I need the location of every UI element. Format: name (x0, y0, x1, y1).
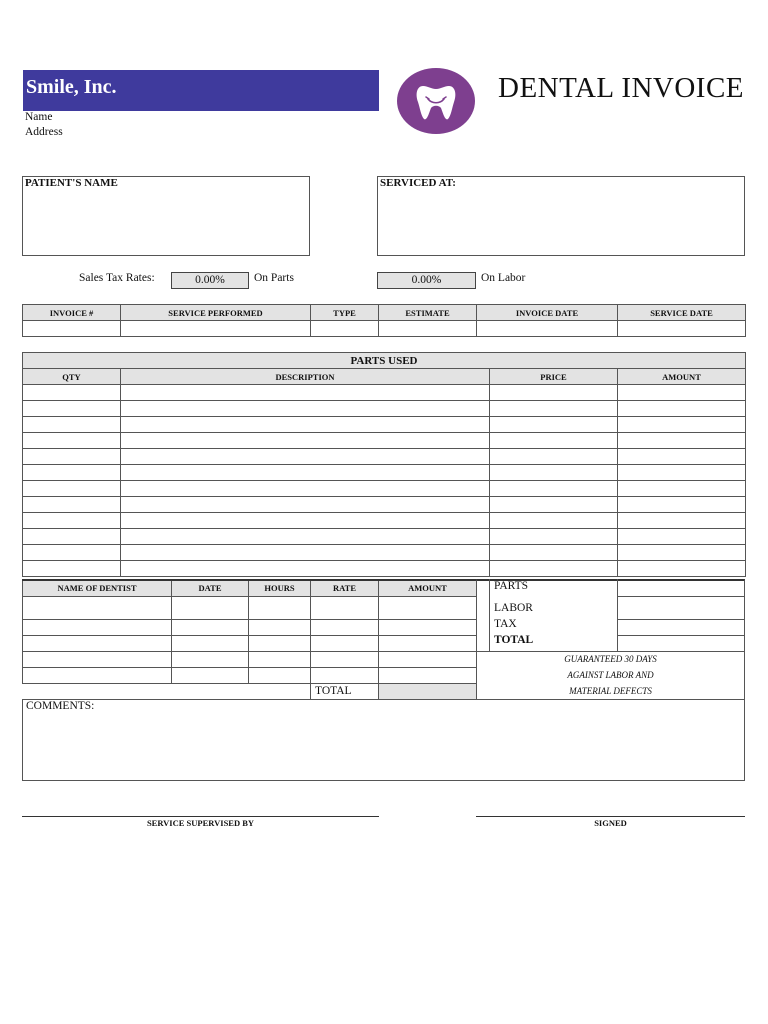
estimate-header: ESTIMATE (379, 305, 477, 321)
price-cell[interactable] (490, 465, 618, 481)
table-row (23, 545, 746, 561)
price-cell[interactable] (490, 385, 618, 401)
price-cell[interactable] (490, 449, 618, 465)
rate-header: RATE (311, 580, 379, 596)
dentist-total-label: TOTAL (311, 683, 379, 699)
price-cell[interactable] (490, 481, 618, 497)
company-address-line: Address (25, 126, 63, 138)
table-row (23, 417, 746, 433)
table-row (23, 561, 746, 577)
description-cell[interactable] (121, 465, 490, 481)
description-cell[interactable] (121, 529, 490, 545)
description-cell[interactable] (121, 417, 490, 433)
dentist-name-cell[interactable] (23, 596, 172, 619)
rate-cell[interactable] (311, 651, 379, 667)
price-cell[interactable] (490, 401, 618, 417)
labor-tax-rate-field[interactable]: 0.00% (377, 272, 476, 289)
service-date-header: SERVICE DATE (618, 305, 746, 321)
description-cell[interactable] (121, 497, 490, 513)
invoice-date-cell[interactable] (477, 321, 618, 337)
company-name-line: Name (25, 111, 53, 123)
table-row (23, 619, 477, 635)
price-cell[interactable] (490, 561, 618, 577)
date-cell[interactable] (172, 651, 249, 667)
qty-cell[interactable] (23, 433, 121, 449)
date-cell[interactable] (172, 596, 249, 619)
summary-divider-left (489, 579, 490, 652)
amount-cell[interactable] (618, 561, 746, 577)
signed-label: SIGNED (594, 818, 627, 828)
amount-cell[interactable] (618, 529, 746, 545)
serviced-at-box[interactable] (377, 176, 745, 256)
hours-cell[interactable] (249, 619, 311, 635)
qty-cell[interactable] (23, 561, 121, 577)
guarantee-line-2: AGAINST LABOR AND (567, 670, 654, 680)
invoice-info-table (22, 304, 746, 337)
table-row (23, 529, 746, 545)
dentist-name-header: NAME OF DENTIST (23, 580, 172, 596)
labor-amount-cell[interactable] (379, 635, 477, 651)
price-cell[interactable] (490, 529, 618, 545)
table-row (23, 465, 746, 481)
summary-labor-value[interactable] (618, 620, 744, 634)
description-cell[interactable] (121, 545, 490, 561)
price-cell[interactable] (490, 545, 618, 561)
date-cell[interactable] (172, 619, 249, 635)
comments-label: COMMENTS: (26, 700, 95, 712)
date-cell[interactable] (172, 667, 249, 683)
date-header: DATE (172, 580, 249, 596)
description-cell[interactable] (121, 561, 490, 577)
table-row (23, 385, 746, 401)
parts-used-table (22, 352, 746, 577)
type-header: TYPE (311, 305, 379, 321)
amount-header: AMOUNT (618, 369, 746, 385)
dentist-name-cell[interactable] (23, 635, 172, 651)
estimate-cell[interactable] (379, 321, 477, 337)
tooth-logo-icon (397, 68, 475, 134)
hours-cell[interactable] (249, 635, 311, 651)
labor-amount-cell[interactable] (379, 596, 477, 619)
rate-cell[interactable] (311, 596, 379, 619)
dentist-name-cell[interactable] (23, 619, 172, 635)
table-row (23, 651, 477, 667)
table-row (23, 667, 477, 683)
table-row (23, 635, 477, 651)
dentist-name-cell[interactable] (23, 667, 172, 683)
guarantee-line-1: GUARANTEED 30 DAYS (564, 654, 657, 664)
amount-cell[interactable] (618, 481, 746, 497)
hours-cell[interactable] (249, 667, 311, 683)
price-cell[interactable] (490, 497, 618, 513)
table-row (23, 497, 746, 513)
dentist-name-cell[interactable] (23, 651, 172, 667)
comments-box[interactable] (22, 699, 745, 781)
description-cell[interactable] (121, 449, 490, 465)
summary-total-value[interactable] (618, 636, 744, 650)
sales-tax-label: Sales Tax Rates: (79, 272, 155, 284)
amount-cell[interactable] (618, 385, 746, 401)
rate-cell[interactable] (311, 635, 379, 651)
table-row (23, 596, 477, 619)
qty-cell[interactable] (23, 449, 121, 465)
service-performed-header: SERVICE PERFORMED (121, 305, 311, 321)
dentist-total-amount[interactable] (379, 683, 477, 699)
amount-cell[interactable] (618, 497, 746, 513)
hours-header: HOURS (249, 580, 311, 596)
rate-cell[interactable] (311, 619, 379, 635)
on-parts-label: On Parts (254, 272, 294, 284)
description-cell[interactable] (121, 433, 490, 449)
amount-cell[interactable] (618, 545, 746, 561)
summary-parts-value[interactable] (618, 597, 744, 618)
labor-amount-cell[interactable] (379, 667, 477, 683)
price-cell[interactable] (490, 513, 618, 529)
amount-cell[interactable] (618, 513, 746, 529)
qty-cell[interactable] (23, 385, 121, 401)
summary-total-label: TOTAL (494, 634, 534, 646)
supervised-label: SERVICE SUPERVISED BY (146, 818, 255, 828)
company-name: Smile, Inc. (26, 76, 117, 98)
qty-cell[interactable] (23, 513, 121, 529)
amount-cell[interactable] (618, 401, 746, 417)
qty-cell[interactable] (23, 417, 121, 433)
qty-cell[interactable] (23, 401, 121, 417)
signed-signature-line[interactable] (476, 816, 745, 817)
qty-cell[interactable] (23, 481, 121, 497)
amount-cell[interactable] (618, 433, 746, 449)
labor-amount-header: AMOUNT (379, 580, 477, 596)
service-date-cell[interactable] (618, 321, 746, 337)
table-row (23, 449, 746, 465)
parts-tax-rate-field[interactable]: 0.00% (171, 272, 249, 289)
table-row (23, 513, 746, 529)
date-cell[interactable] (172, 635, 249, 651)
price-cell[interactable] (490, 417, 618, 433)
amount-cell[interactable] (618, 417, 746, 433)
price-header: PRICE (490, 369, 618, 385)
patient-name-label: PATIENT'S NAME (25, 177, 118, 189)
qty-cell[interactable] (23, 545, 121, 561)
on-labor-label: On Labor (481, 272, 526, 284)
service-performed-cell[interactable] (121, 321, 311, 337)
qty-cell[interactable] (23, 465, 121, 481)
qty-cell[interactable] (23, 497, 121, 513)
table-row (23, 481, 746, 497)
description-header: DESCRIPTION (121, 369, 490, 385)
patient-name-box[interactable] (22, 176, 310, 256)
type-cell[interactable] (311, 321, 379, 337)
description-cell[interactable] (121, 513, 490, 529)
supervised-signature-line[interactable] (22, 816, 379, 817)
rate-cell[interactable] (311, 667, 379, 683)
qty-header: QTY (23, 369, 121, 385)
labor-amount-cell[interactable] (379, 619, 477, 635)
description-cell[interactable] (121, 481, 490, 497)
amount-cell[interactable] (618, 449, 746, 465)
table-row (23, 401, 746, 417)
invoice-number-header: INVOICE # (23, 305, 121, 321)
guarantee-line-3: MATERIAL DEFECTS (569, 686, 652, 696)
qty-cell[interactable] (23, 529, 121, 545)
price-cell[interactable] (490, 433, 618, 449)
labor-amount-cell[interactable] (379, 651, 477, 667)
summary-parts-label: PARTS (494, 580, 529, 592)
hours-cell[interactable] (249, 596, 311, 619)
document-title: DENTAL INVOICE (498, 72, 745, 104)
table-row (23, 433, 746, 449)
summary-labor-label: LABOR (494, 602, 533, 614)
summary-tax-label: TAX (494, 618, 517, 630)
invoice-date-header: INVOICE DATE (477, 305, 618, 321)
parts-used-title: PARTS USED (23, 353, 746, 369)
hours-cell[interactable] (249, 651, 311, 667)
invoice-number-cell[interactable] (23, 321, 121, 337)
description-cell[interactable] (121, 401, 490, 417)
dentist-labor-table (22, 579, 477, 700)
amount-cell[interactable] (618, 465, 746, 481)
description-cell[interactable] (121, 385, 490, 401)
serviced-at-label: SERVICED AT: (380, 177, 456, 189)
guarantee-text (476, 651, 745, 699)
